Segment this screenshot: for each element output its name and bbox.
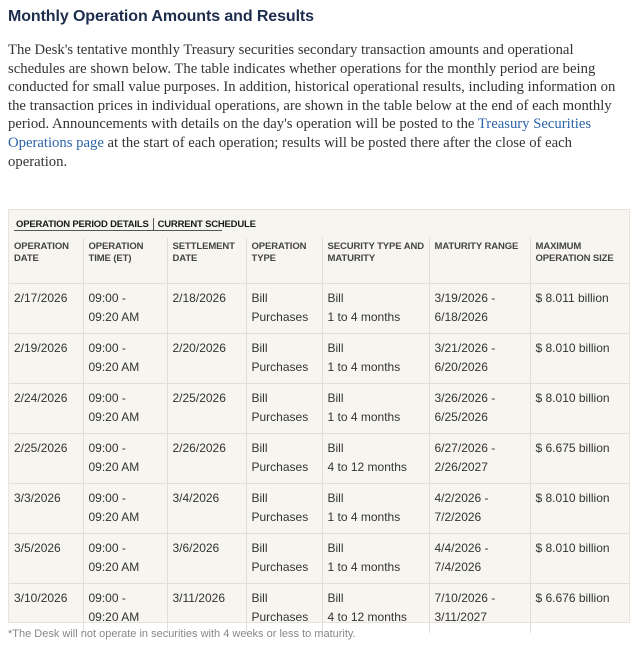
cell-security-type-line: Bill [327,541,344,555]
cell-operation-time-line: 09:20 AM [88,610,140,624]
cell-maturity-range-line: 6/20/2026 [434,360,488,374]
cell-operation-type [246,534,322,584]
operations-table [9,238,629,633]
cell-operation-type [246,484,322,534]
cell-settlement-date [167,484,246,534]
header-settlement-date: SETTLEMENT DATE [167,238,246,284]
cell-security-type-line: 1 to 4 months [327,560,401,574]
cell-maturity-range-line: 7/2/2026 [434,510,482,524]
cell-maturity-range [429,284,530,334]
cell-settlement-date-line: 3/6/2026 [172,541,220,555]
cell-operation-date [9,534,83,584]
cell-operation-time-line: 09:20 AM [88,360,140,374]
cell-security-type-line: Bill [327,441,344,455]
cell-security-type-line: Bill [327,491,344,505]
cell-settlement-date [167,434,246,484]
cell-security-type-line: Bill [327,591,344,605]
cell-max-size [530,334,629,384]
cell-security-type [322,384,429,434]
table-row [9,534,629,584]
cell-operation-type-line: Bill [251,391,268,405]
cell-security-type-line: 1 to 4 months [327,510,401,524]
cell-operation-date [9,584,83,634]
cell-security-type-line: 1 to 4 months [327,310,401,324]
cell-operation-type-line: Purchases [251,460,309,474]
cell-max-size-line: $ 8.010 billion [535,391,610,405]
cell-operation-date [9,484,83,534]
cell-maturity-range-line: 6/25/2026 [434,410,488,424]
tab-underline [14,230,222,231]
cell-settlement-date-line: 2/25/2026 [172,391,226,405]
cell-operation-type [246,284,322,334]
cell-operation-type [246,434,322,484]
table-row [9,584,629,634]
cell-maturity-range-line: 4/2/2026 - [434,491,489,505]
cell-operation-type [246,584,322,634]
cell-maturity-range-line: 3/21/2026 - [434,341,496,355]
header-max-size: MAXIMUM OPERATION SIZE [530,238,629,284]
cell-max-size [530,284,629,334]
cell-operation-type-line: Bill [251,441,268,455]
cell-maturity-range-line: 3/11/2027 [434,610,487,624]
cell-operation-type-line: Bill [251,541,268,555]
cell-maturity-range [429,534,530,584]
cell-max-size-line: $ 8.010 billion [535,541,610,555]
cell-operation-type-line: Purchases [251,610,309,624]
cell-operation-time [83,284,167,334]
cell-settlement-date-line: 2/18/2026 [172,291,226,305]
cell-operation-time-line: 09:00 - [88,341,126,355]
cell-operation-time-line: 09:20 AM [88,560,140,574]
cell-security-type [322,284,429,334]
cell-operation-type-line: Bill [251,591,268,605]
cell-operation-time-line: 09:20 AM [88,460,140,474]
cell-max-size-line: $ 8.011 billion [535,291,609,305]
cell-max-size-line: $ 8.010 billion [535,491,610,505]
cell-max-size-line: $ 6.676 billion [535,591,610,605]
cell-settlement-date-line: 3/4/2026 [172,491,220,505]
cell-maturity-range [429,334,530,384]
cell-maturity-range-line: 7/4/2026 [434,560,482,574]
cell-operation-time-line: 09:20 AM [88,510,140,524]
cell-max-size [530,384,629,434]
cell-settlement-date [167,284,246,334]
cell-security-type-line: Bill [327,291,344,305]
cell-settlement-date [167,384,246,434]
table-header-row [9,238,629,284]
page-title: Monthly Operation Amounts and Results [8,8,314,25]
cell-security-type-line: Bill [327,391,344,405]
cell-operation-time-line: 09:00 - [88,591,126,605]
cell-operation-time [83,434,167,484]
cell-operation-date-line: 2/24/2026 [14,391,68,405]
cell-operation-date [9,384,83,434]
cell-maturity-range-line: 7/10/2026 - [434,591,496,605]
cell-maturity-range-line: 6/18/2026 [434,310,488,324]
cell-security-type [322,434,429,484]
cell-maturity-range-line: 4/4/2026 - [434,541,489,555]
intro-paragraph [8,41,633,171]
cell-operation-type-line: Purchases [251,510,309,524]
cell-security-type [322,334,429,384]
tab-operation-period-details[interactable]: OPERATION PERIOD DETAILS [16,218,149,230]
header-operation-time: OPERATION TIME (ET) [83,238,167,284]
cell-operation-time-line: 09:00 - [88,291,126,305]
cell-operation-time [83,584,167,634]
header-maturity-range: MATURITY RANGE [429,238,530,284]
cell-operation-date [9,284,83,334]
table-row [9,334,629,384]
cell-operation-time-line: 09:00 - [88,541,126,555]
cell-maturity-range-line: 3/26/2026 - [434,391,496,405]
cell-settlement-date [167,334,246,384]
header-operation-type: OPERATION TYPE [246,238,322,284]
cell-maturity-range-line: 3/19/2026 - [434,291,496,305]
cell-settlement-date-line: 2/20/2026 [172,341,226,355]
cell-settlement-date-line: 2/26/2026 [172,441,226,455]
cell-security-type-line: 4 to 12 months [327,460,407,474]
header-security-type: SECURITY TYPE AND MATURITY [322,238,429,284]
cell-operation-type-line: Purchases [251,410,309,424]
cell-security-type-line: 1 to 4 months [327,360,401,374]
treasury-operations-link[interactable]: Treasury Securities Operations page [8,116,592,151]
table-row [9,284,629,334]
cell-security-type [322,484,429,534]
cell-operation-type-line: Purchases [251,310,309,324]
table-row [9,384,629,434]
cell-maturity-range [429,434,530,484]
cell-operation-type-line: Bill [251,341,268,355]
cell-operation-date-line: 3/5/2026 [14,541,61,555]
cell-max-size [530,484,629,534]
cell-operation-date [9,334,83,384]
cell-security-type-line: Bill [327,341,344,355]
cell-operation-time-line: 09:00 - [88,491,126,505]
tab-bar [14,217,258,231]
cell-operation-type [246,334,322,384]
cell-operation-time-line: 09:00 - [88,441,126,455]
cell-operation-time-line: 09:00 - [88,391,126,405]
cell-operation-date-line: 2/17/2026 [14,291,68,305]
cell-operation-date-line: 3/10/2026 [14,591,68,605]
cell-settlement-date [167,534,246,584]
cell-security-type-line: 4 to 12 months [327,610,407,624]
cell-maturity-range-line: 6/27/2026 - [434,441,496,455]
cell-security-type [322,584,429,634]
cell-maturity-range [429,484,530,534]
cell-security-type [322,534,429,584]
cell-max-size [530,584,629,634]
table-row [9,484,629,534]
cell-operation-time-line: 09:20 AM [88,410,140,424]
cell-settlement-date [167,584,246,634]
cell-operation-type-line: Bill [251,491,268,505]
cell-maturity-range-line: 2/26/2027 [434,460,488,474]
intro-text-after: at the start of each operation; results will be posted there after the close of each operation. [8,134,573,170]
cell-operation-time [83,384,167,434]
cell-settlement-date-line: 3/11/2026 [172,591,225,605]
tab-current-schedule[interactable]: CURRENT SCHEDULE [157,218,256,230]
operations-panel [8,209,630,623]
cell-max-size [530,534,629,584]
table-row [9,434,629,484]
cell-operation-type-line: Purchases [251,360,309,374]
cell-operation-time [83,484,167,534]
footnote: *The Desk will not operate in securities with 4 weeks or less to maturity. [8,628,356,640]
cell-operation-type-line: Bill [251,291,268,305]
cell-operation-time [83,334,167,384]
cell-operation-type-line: Purchases [251,560,309,574]
cell-max-size-line: $ 8.010 billion [535,341,610,355]
cell-operation-type [246,384,322,434]
tab-divider [153,218,154,231]
cell-operation-date [9,434,83,484]
cell-operation-time-line: 09:20 AM [88,310,140,324]
cell-max-size-line: $ 6.675 billion [535,441,610,455]
cell-maturity-range [429,584,530,634]
intro-text-before: The Desk's tentative monthly Treasury securities secondary transaction amounts and operational schedules are shown below. The table indicates whether operations for the monthly period are being conducted for small value purposes. In addition, historical operational results, including information on the transaction prices in individual operations, are shown in the table below at the end of each monthly period. Announcements with details on the day's operation will be posted to the [8,42,616,133]
cell-operation-date-line: 3/3/2026 [14,491,61,505]
cell-maturity-range [429,384,530,434]
cell-security-type-line: 1 to 4 months [327,410,401,424]
cell-operation-date-line: 2/25/2026 [14,441,68,455]
cell-operation-date-line: 2/19/2026 [14,341,68,355]
header-operation-date: OPERATION DATE [14,241,69,264]
cell-operation-time [83,534,167,584]
cell-max-size [530,434,629,484]
